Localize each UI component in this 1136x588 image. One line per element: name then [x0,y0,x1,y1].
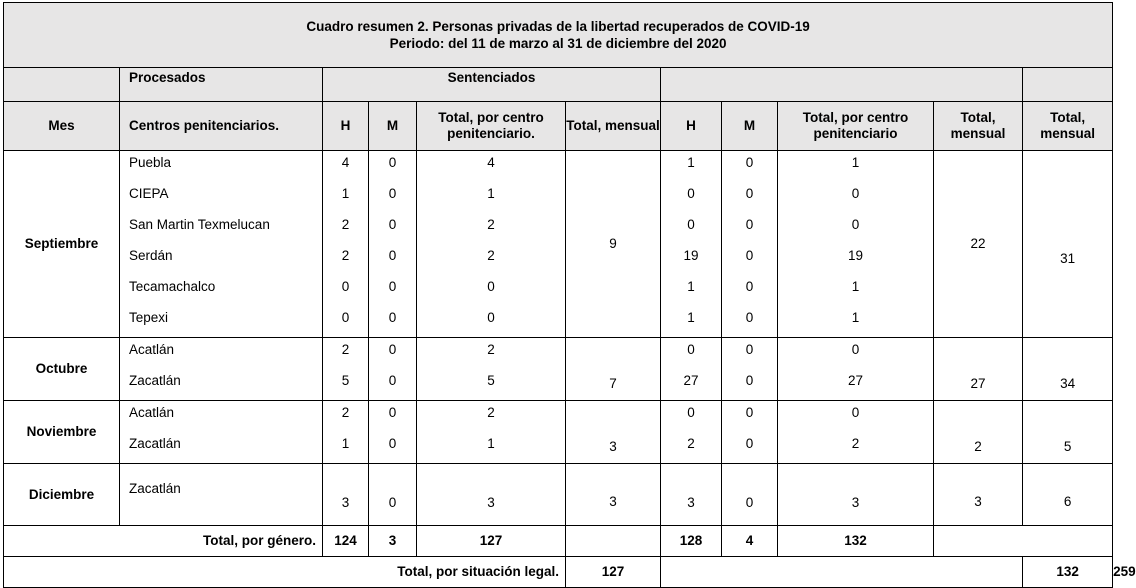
sent-m-cell-value: 0 [745,248,754,263]
proc-m-cell-value: 0 [388,155,397,170]
sent-total-cell [778,151,934,338]
header-proc-total-centro: Total, por centro penitenciario. [417,102,566,151]
proc-h-cell-value: 2 [341,217,350,232]
header-centros: Centros penitenciarios. [120,102,323,151]
header-sent-h: H [661,102,722,151]
sent-m-cell-value: 0 [745,373,754,388]
proc-m-cell [369,151,417,338]
proc-m-cell-value: 0 [388,495,397,510]
sent-h-cell-value: 0 [687,186,695,201]
sent-month-total: 22 [934,151,1023,338]
center-name-value: Acatlán [129,342,175,357]
header-total-mensual: Total, mensual [1023,102,1113,151]
empty-cell [661,557,1023,588]
sent-m-cell-value: 0 [745,342,754,357]
proc-h-cell-value: 0 [341,310,350,325]
sent-h-cell [661,464,722,526]
center-name [120,464,323,526]
proc-m-cell-value: 0 [388,217,397,232]
header-blank-cell [4,68,120,102]
table-row [4,338,1113,401]
sent-h-cell-value: 3 [687,495,695,510]
proc-total-cell-value: 2 [487,342,495,357]
table-row [4,151,1113,338]
proc-total-cell [417,464,566,526]
sent-total-cell [778,338,934,401]
proc-h-cell-value: 1 [341,186,350,201]
header-mes: Mes [4,102,120,151]
totals-gender-label: Total, por género. [4,526,323,557]
header-sentenciados: Sentenciados [323,68,661,102]
center-name [120,338,323,401]
sent-h-cell-value: 19 [683,248,699,263]
header-sent-total-centro: Total, por centro penitenciario [778,102,934,151]
proc-total-cell [417,338,566,401]
table-row [4,464,1113,526]
sent-total-cell-value: 0 [851,186,860,201]
sent-total-cell-value: 0 [851,405,860,420]
proc-h-cell-value: 3 [341,495,350,510]
sent-total-cell-value: 0 [851,217,860,232]
center-name-value: San Martin Texmelucan [129,217,270,232]
sent-total-cell-value: 27 [847,373,864,388]
month-total: 31 [1023,151,1113,338]
proc-h-cell-value: 0 [341,279,350,294]
sent-m-cell-value: 0 [745,405,754,420]
month-total: 6 [1023,464,1113,526]
table-title-line2: Periodo: del 11 de marzo al 31 de diciembre del 2020 [389,36,727,51]
center-name-value: Tecamachalco [129,279,216,294]
proc-month-total: 7 [566,338,661,401]
center-name-value: Tepexi [129,310,169,325]
proc-month-total: 3 [566,401,661,464]
sent-total-cell-value: 19 [847,248,864,263]
proc-total-cell-value: 4 [487,155,495,170]
sent-total-cell-value: 0 [851,342,860,357]
header-blank-cell [1023,68,1113,102]
sent-month-total: 2 [934,401,1023,464]
sent-h-cell-value: 1 [687,279,695,294]
proc-m-cell-value: 0 [388,310,397,325]
proc-m-cell [369,464,417,526]
center-name-value: Acatlán [129,405,175,420]
totals-gender-proc-m: 3 [369,526,417,557]
empty-cell [566,526,661,557]
sent-m-cell [722,401,778,464]
sent-h-cell-value: 1 [687,155,695,170]
header-sent-m: M [722,102,778,151]
proc-total-cell [417,401,566,464]
sent-m-cell [722,151,778,338]
proc-h-cell-value: 5 [341,373,350,388]
sent-h-cell-value: 0 [687,405,695,420]
sent-h-cell-value: 0 [687,342,695,357]
proc-total-cell-value: 0 [487,310,495,325]
center-name-value: Zacatlán [129,373,181,388]
totals-legal-label: Total, por situación legal. [4,557,566,588]
empty-cell [934,526,1113,557]
sent-m-cell-value: 0 [745,495,754,510]
header-proc-h: H [323,102,369,151]
sent-m-cell-value: 0 [745,310,754,325]
month-total: 5 [1023,401,1113,464]
totals-gender-row [4,526,1113,557]
proc-m-cell-value: 0 [388,436,397,451]
header-proc-total-mensual: Total, mensual [566,102,661,151]
table-title [4,3,1113,68]
proc-total-cell-value: 3 [487,495,495,510]
table-title-line1: Cuadro resumen 2. Personas privadas de la libertad recuperados de COVID-19 [306,19,810,34]
center-name-value: CIEPA [129,186,169,201]
totals-legal-row: Total, por situación legal. 127 132 259 [4,557,1113,588]
sent-m-cell-value: 0 [745,217,754,232]
month-name: Octubre [4,338,120,401]
sent-h-cell-value: 1 [687,310,695,325]
sent-h-cell [661,338,722,401]
proc-m-cell-value: 0 [388,342,397,357]
proc-m-cell [369,338,417,401]
proc-total-cell-value: 0 [487,279,495,294]
proc-h-cell-value: 2 [341,342,350,357]
sent-m-cell-value: 0 [745,279,754,294]
sent-total-cell [778,464,934,526]
header-procesados: Procesados [120,68,323,102]
header-sent-total-mensual: Total, mensual [934,102,1023,151]
sent-m-cell [722,464,778,526]
proc-h-cell [323,151,369,338]
totals-legal-sent: 132 [1023,557,1113,588]
proc-h-cell [323,401,369,464]
proc-month-total: 3 [566,464,661,526]
sent-total-cell-value: 1 [851,279,860,294]
summary-table [3,2,1136,588]
center-name [120,151,323,338]
sent-m-cell-value: 0 [745,155,754,170]
totals-gender-sent-h: 128 [661,526,722,557]
center-name-value: Zacatlán [129,481,181,496]
proc-total-cell-value: 2 [487,405,495,420]
sent-h-cell [661,151,722,338]
proc-total-cell [417,151,566,338]
sent-total-cell-value: 3 [851,495,860,510]
proc-h-cell [323,338,369,401]
sent-total-cell-value: 1 [851,310,860,325]
proc-m-cell-value: 0 [388,279,397,294]
proc-total-cell-value: 5 [487,373,495,388]
totals-gender-sent-total: 132 [778,526,934,557]
proc-total-cell-value: 1 [487,186,495,201]
totals-gender-proc-total: 127 [417,526,566,557]
proc-h-cell [323,464,369,526]
proc-h-cell-value: 2 [341,248,350,263]
proc-m-cell [369,401,417,464]
proc-m-cell-value: 0 [388,405,397,420]
proc-m-cell-value: 0 [388,248,397,263]
sent-total-cell-value: 2 [851,436,860,451]
sent-h-cell-value: 27 [683,373,699,388]
sent-h-cell-value: 0 [687,217,695,232]
sent-total-cell-value: 1 [851,155,860,170]
sent-month-total: 3 [934,464,1023,526]
proc-m-cell-value: 0 [388,186,397,201]
sent-m-cell [722,338,778,401]
center-name-value: Zacatlán [129,436,181,451]
header-blank-cell [661,68,1023,102]
sent-h-cell-value: 2 [687,436,695,451]
month-total: 34 [1023,338,1113,401]
proc-total-cell-value: 2 [487,217,495,232]
table-row [4,401,1113,464]
month-name: Septiembre [4,151,120,338]
center-name-value: Puebla [129,155,172,170]
proc-month-total: 9 [566,151,661,338]
proc-m-cell-value: 0 [388,373,397,388]
proc-h-cell-value: 1 [341,436,350,451]
proc-h-cell-value: 4 [341,155,350,170]
header-proc-m: M [369,102,417,151]
totals-gender-proc-h: 124 [323,526,369,557]
center-name [120,401,323,464]
month-name: Diciembre [4,464,120,526]
totals-legal-proc: 127 [566,557,661,588]
month-name: Noviembre [4,401,120,464]
sent-m-cell-value: 0 [745,436,754,451]
proc-h-cell-value: 2 [341,405,350,420]
center-name-value: Serdán [129,248,173,263]
proc-total-cell-value: 1 [487,436,495,451]
sent-total-cell [778,401,934,464]
sent-h-cell [661,401,722,464]
totals-gender-sent-m: 4 [722,526,778,557]
sent-month-total: 27 [934,338,1023,401]
sent-m-cell-value: 0 [745,186,754,201]
proc-total-cell-value: 2 [487,248,495,263]
